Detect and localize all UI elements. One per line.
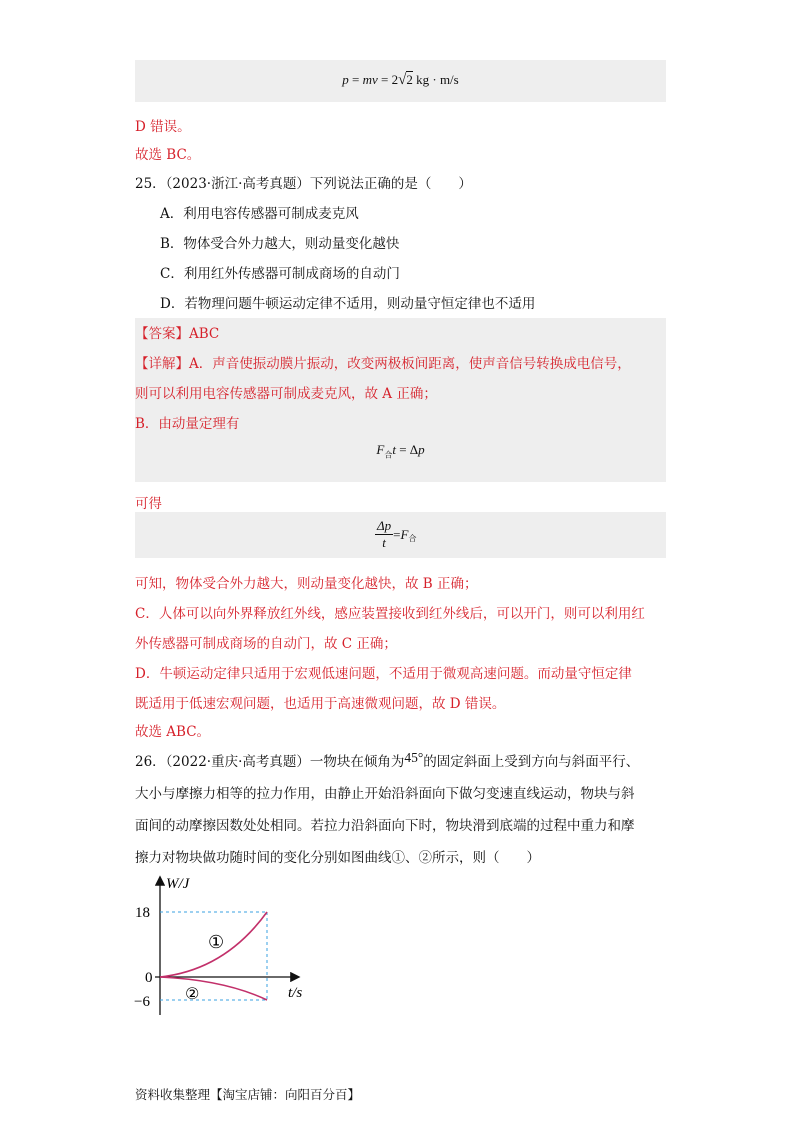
q25-option-a: A．利用电容传感器可制成麦克风 (160, 206, 359, 222)
q25-detail-d1: D．牛顿运动定律只适用于宏观低速问题，不适用于微观高速问题。而动量守恒定律 (135, 666, 632, 682)
q26-line3: 面间的动摩擦因数处处相同。若拉力沿斜面向下时，物块滑到底端的过程中重力和摩 (135, 818, 635, 834)
q25-answer: 【答案】ABC (135, 326, 220, 342)
q26-line2: 大小与摩擦力相等的拉力作用，由静止开始沿斜面向下做匀变速直线运动，物块与斜 (135, 786, 635, 802)
curve-2-label: ② (185, 984, 200, 1003)
tick-neg6: −6 (134, 994, 150, 1010)
q25-kede: 可得 (135, 496, 162, 512)
q25-stem: 25．（2023·浙江·高考真题）下列说法正确的是（ ） (135, 176, 472, 192)
curve-1-label: ① (208, 932, 225, 953)
top-formula-box (135, 60, 666, 102)
prev-d-wrong: D 错误。 (135, 119, 191, 135)
q25-detail-a2: 则可以利用电容传感器可制成麦克风，故 A 正确； (135, 386, 437, 402)
q25-detail-b: B．由动量定理有 (135, 416, 240, 432)
q25-detail-b2: 可知，物体受合外力越大，则动量变化越快，故 B 正确； (135, 576, 478, 592)
curve-2 (160, 977, 267, 1000)
q25-formula2-box (135, 512, 666, 558)
work-time-graph (130, 870, 320, 1020)
q26-line1: 26．（2022·重庆·高考真题）一物块在倾角为45°的固定斜面上受到方向与斜面平行、 (135, 750, 640, 770)
tick-18: 18 (135, 905, 150, 921)
tick-0: 0 (145, 970, 153, 986)
rate-formula: $\frac{\Delta p}{t}$ = F $_合$ (377, 518, 417, 550)
q26-line4: 擦力对物块做功随时间的变化分别如图曲线①、②所示，则（ ） (135, 850, 540, 866)
q25-detail-c1: C．人体可以向外界释放红外线，感应装置接收到红外线后，可以开门，则可以利用红 (135, 606, 645, 622)
q25-option-d: D．若物理问题牛顿运动定律不适用，则动量守恒定律也不适用 (160, 296, 536, 312)
impulse-formula: $F_合t = \Delta p$ (376, 442, 425, 460)
q25-detail-c2: 外传感器可制成商场的自动门，故 C 正确； (135, 636, 397, 652)
q25-detail-d2: 既适用于低速宏观问题，也适用于高速微观问题，故 D 错误。 (135, 696, 506, 712)
q25-option-b: B．物体受合外力越大，则动量变化越快 (160, 236, 400, 252)
footer-source: 资料收集整理【淘宝店铺：向阳百分百】 (135, 1087, 361, 1102)
momentum-formula: p = mv = 2√2 kg · m/s (342, 72, 459, 88)
x-axis-label: t/s (288, 985, 303, 1001)
y-axis-label: W/J (166, 876, 190, 892)
q25-choose: 故选 ABC。 (135, 724, 211, 740)
q25-option-c: C．利用红外传感器可制成商场的自动门 (160, 266, 400, 282)
q25-detail-a1: 【详解】A．声音使振动膜片振动，改变两极板间距离，使声音信号转换成电信号， (135, 356, 631, 372)
prev-choose: 故选 BC。 (135, 147, 201, 163)
